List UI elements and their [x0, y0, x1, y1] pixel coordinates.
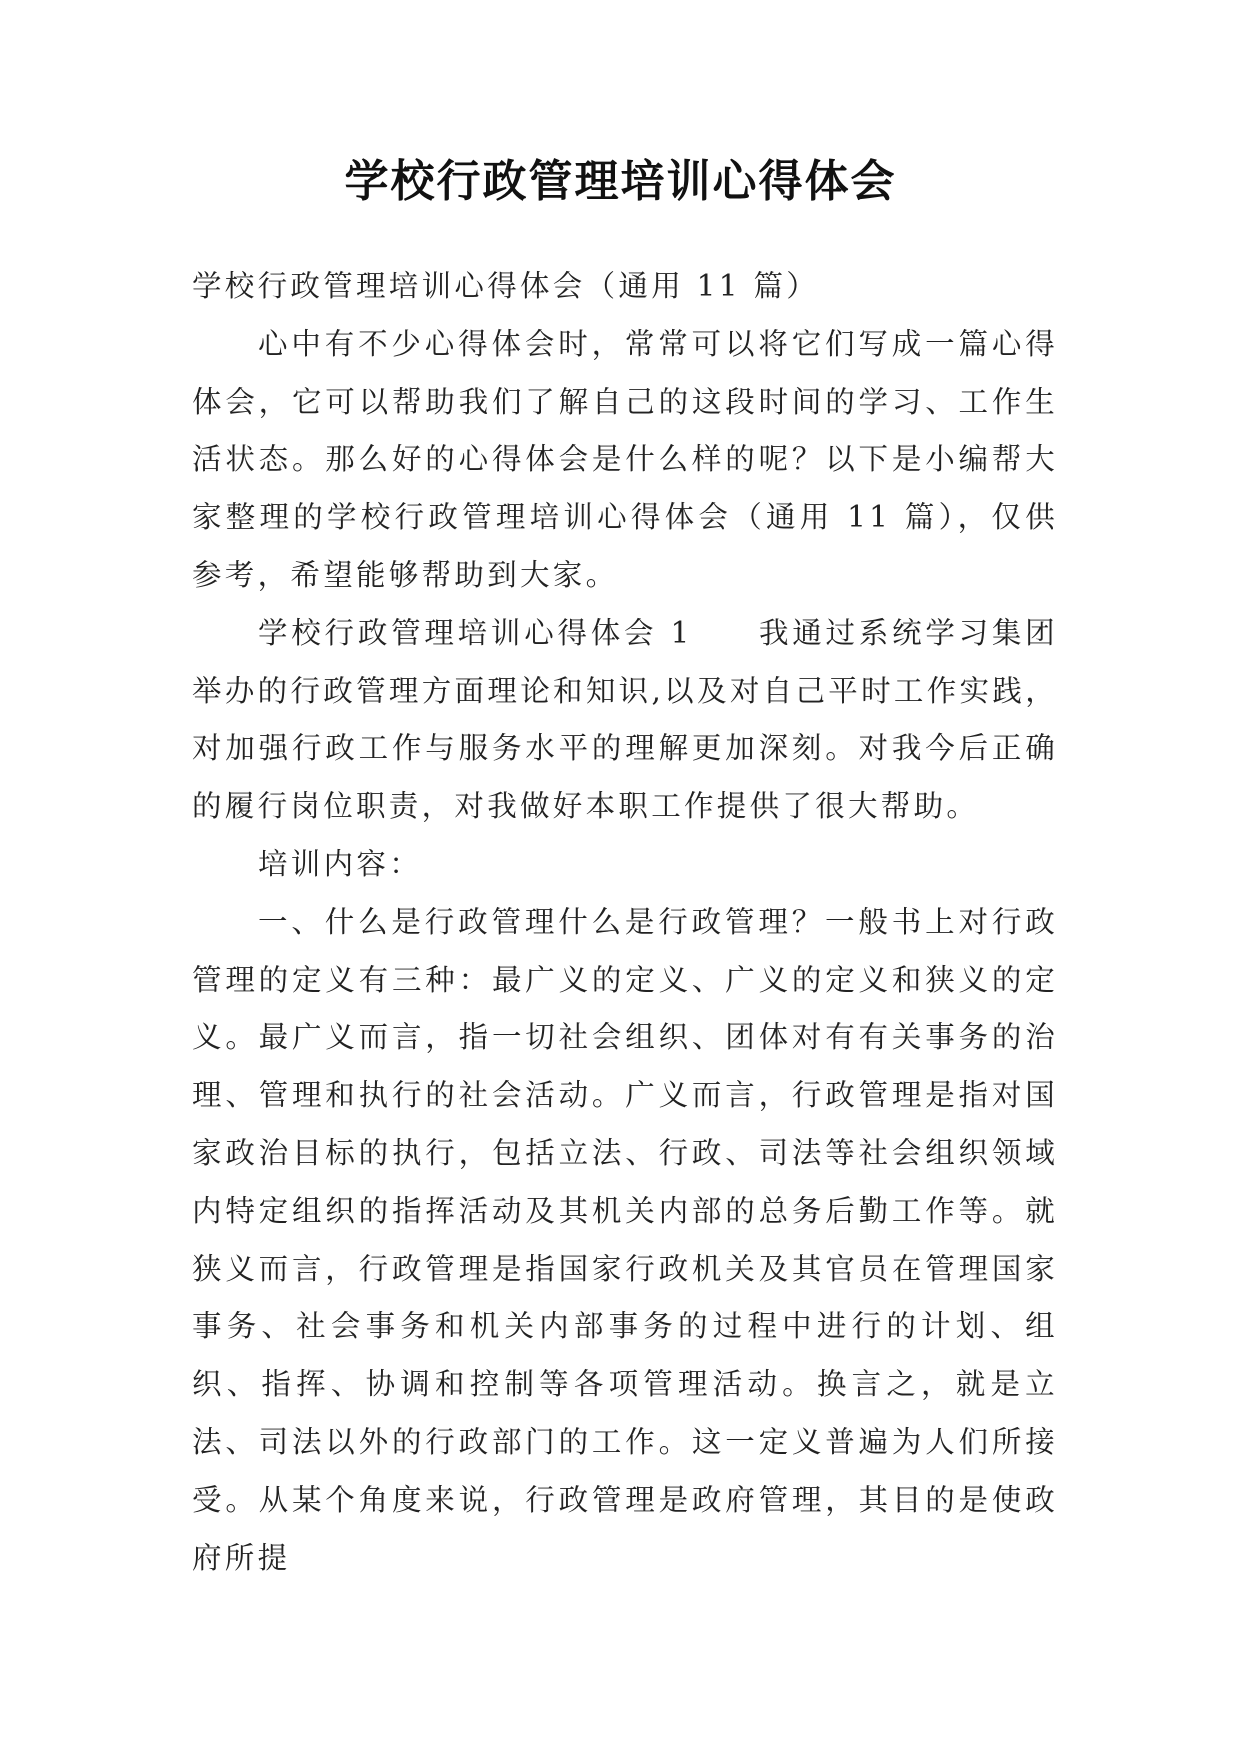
- intro-paragraph: 心中有不少心得体会时，常常可以将它们写成一篇心得体会，它可以帮助我们了解自己的这段时间的学习、工作生活状态。那么好的心得体会是什么样的呢？以下是小编帮大家整理的学校行政管理培训心得体会（通用 11 篇），仅供参考，希望能够帮助到大家。: [192, 326, 1058, 592]
- section-1-heading: 学校行政管理培训心得体会 1: [258, 615, 693, 650]
- training-content-label: 培训内容：: [258, 846, 423, 881]
- document-subtitle: 学校行政管理培训心得体会（通用 11 篇）: [192, 269, 820, 303]
- point-1-paragraph: 一、什么是行政管理什么是行政管理？一般书上对行政管理的定义有三种：最广义的定义、广义的定义和狭义的定义。最广义而言，指一切社会组织、团体对有有关事务的治理、管理和执行的社会活动。广义而言，行政管理是指对国家政治目标的执行，包括立法、行政、司法等社会组织领域内特定组织的指挥活动及其机关内部的总务后勤工作等。就狭义而言，行政管理是指国家行政机关及其官员在管理国家事务、社会事务和机关内部事务的过程中进行的计划、组织、指挥、协调和控制等各项管理活动。换言之，就是立法、司法以外的行政部门的工作。这一定义普遍为人们所接受。从某个角度来说，行政管理是政府管理，其目的是使政府所提: [192, 904, 1058, 1575]
- document-body: [192, 258, 1058, 1587]
- section-1-paragraph: [192, 605, 1058, 836]
- section-1-body: 我通过系统学习集团举办的行政管理方面理论和知识,以及对自己平时工作实践，对加强行政工作与服务水平的理解更加深刻。对我今后正确的履行岗位职责，对我做好本职工作提供了很大帮助。: [192, 615, 1058, 824]
- document-title: 学校行政管理培训心得体会: [344, 156, 897, 207]
